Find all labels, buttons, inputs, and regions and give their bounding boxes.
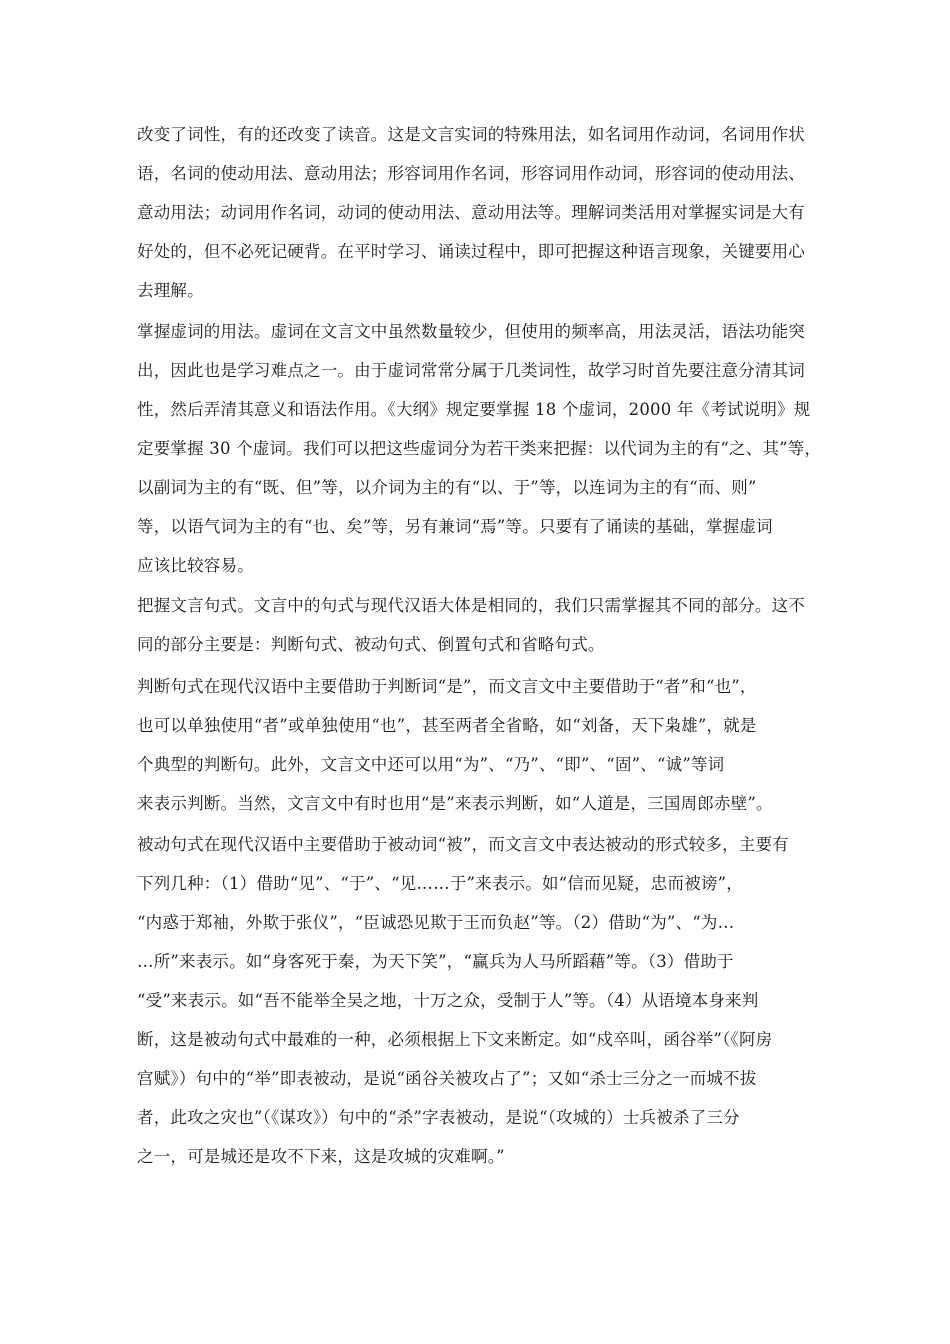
- text-line: 语，名词的使动用法、意动用法；形容词用作名词，形容词用作动词，形容词的使动用法、: [137, 164, 805, 183]
- text-line: 出，因此也是学习难点之一。由于虚词常常分属于几类词性，故学习时首先要注意分清其词: [137, 361, 805, 380]
- text-line: 意动用法；动词用作名词，动词的使动用法、意动用法等。理解词类活用对掌握实词是大有: [137, 203, 805, 222]
- text-line: 者，此攻之灾也”（《谋攻》）句中的“杀”字表被动，是说“（攻城的）士兵被杀了三分: [137, 1108, 740, 1127]
- text-line: 去理解。: [137, 281, 204, 300]
- text-line: 判断句式在现代汉语中主要借助于判断词“是”，而文言文中主要借助于“者”和“也”，: [137, 677, 757, 696]
- text-line: 掌握虚词的用法。虚词在文言文中虽然数量较少，但使用的频率高，用法灵活，语法功能突: [137, 322, 805, 341]
- text-line: 宫赋》）句中的“举”即表被动，是说“函谷关被攻占了”；又如“杀士三分之一而城不拔: [137, 1069, 757, 1088]
- text-line: 定要掌握 30 个虚词。我们可以把这些虚词分为若干类来把握：以代词为主的有“之、其”等，: [137, 439, 822, 458]
- text-line: 来表示判断。当然，文言文中有时也用“是”来表示判断，如“人道是，三国周郎赤壁”。: [137, 794, 773, 813]
- text-line: 以副词为主的有“既、但”等，以介词为主的有“以、于”等，以连词为主的有“而、则”: [137, 478, 757, 497]
- text-line: 下列几种：（1）借助“见”、“于”、“见……于”来表示。如“信而见疑，忠而被谤”，: [137, 874, 743, 893]
- text-line: …所”来表示。如“身客死于秦，为天下笑”，“赢兵为人马所蹈藉”等。（3）借助于: [137, 952, 734, 971]
- text-line: 把握文言句式。文言中的句式与现代汉语大体是相同的，我们只需掌握其不同的部分。这不: [137, 596, 805, 615]
- text-line: 被动句式在现代汉语中主要借助于被动词“被”，而文言文中表达被动的形式较多，主要有: [137, 835, 789, 854]
- text-line: 之一，可是城还是攻不下来，这是攻城的灾难啊。”: [137, 1147, 505, 1166]
- text-line: 也可以单独使用“者”或单独使用“也”，甚至两者全省略，如“刘备，天下枭雄”，就是: [137, 716, 757, 735]
- text-line: 个典型的判断句。此外，文言文中还可以用“为”、“乃”、“即”、“固”、“诚”等词: [137, 755, 725, 774]
- text-line: 同的部分主要是：判断句式、被动句式、倒置句式和省略句式。: [137, 635, 605, 654]
- text-line: 改变了词性，有的还改变了读音。这是文言实词的特殊用法，如名词用作动词，名词用作状: [137, 125, 805, 144]
- text-line: 等，以语气词为主的有“也、矣”等，另有兼词“焉”等。只要有了诵读的基础，掌握虚词: [137, 517, 773, 536]
- text-line: 断，这是被动句式中最难的一种，必须根据上下文来断定。如“戍卒叫，函谷举”（《阿房: [137, 1030, 773, 1049]
- text-line: 好处的，但不必死记硬背。在平时学习、诵读过程中，即可把握这种语言现象，关键要用心: [137, 242, 805, 261]
- text-line: “内惑于郑袖，外欺于张仪”，“臣诚恐见欺于王而负赵”等。（2）借助“为”、“为…: [137, 913, 735, 932]
- text-line: 性，然后弄清其意义和语法作用。《大纲》规定要掌握 18 个虚词，2000 年《考试说明》规: [137, 400, 811, 419]
- text-line: “受”来表示。如“吾不能举全吴之地，十万之众，受制于人”等。（4）从语境本身来判: [137, 991, 759, 1010]
- text-line: 应该比较容易。: [137, 556, 254, 575]
